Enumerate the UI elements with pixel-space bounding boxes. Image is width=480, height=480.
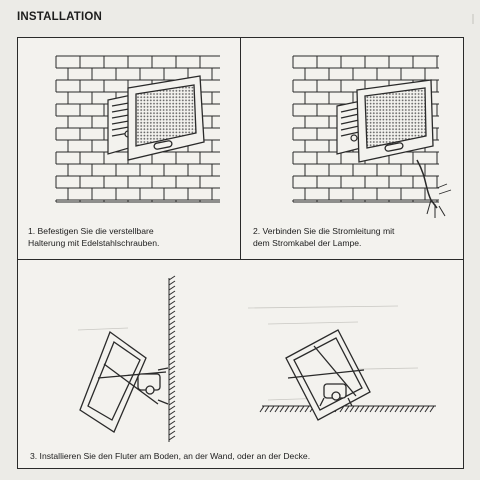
cable-connection-illustration	[241, 38, 463, 223]
step-2-caption	[253, 225, 458, 249]
step-2-line-2: dem Stromkabel der Lampe.	[253, 238, 362, 248]
step-3-panel	[18, 260, 463, 468]
decorative-edge	[458, 14, 474, 24]
step-1-line-2: Halterung mit Edelstahlschrauben.	[28, 238, 160, 248]
installation-frame	[17, 37, 464, 469]
mounting-positions-illustration	[18, 260, 463, 445]
page-title: INSTALLATION	[17, 11, 103, 23]
step-2-line-1: 2. Verbinden Sie die Stromleitung mit	[253, 226, 395, 236]
step-1-panel	[18, 38, 241, 260]
step-3-line-1: 3. Installieren Sie den Fluter am Boden, an der Wand, oder an der Decke.	[30, 451, 311, 461]
step-2-panel	[241, 38, 463, 260]
floodlight-on-brick-wall-illustration	[18, 38, 240, 223]
step-1-line-1: 1. Befestigen Sie die verstellbare	[28, 226, 154, 236]
step-1-caption	[28, 225, 233, 249]
step-3-caption	[30, 450, 450, 462]
